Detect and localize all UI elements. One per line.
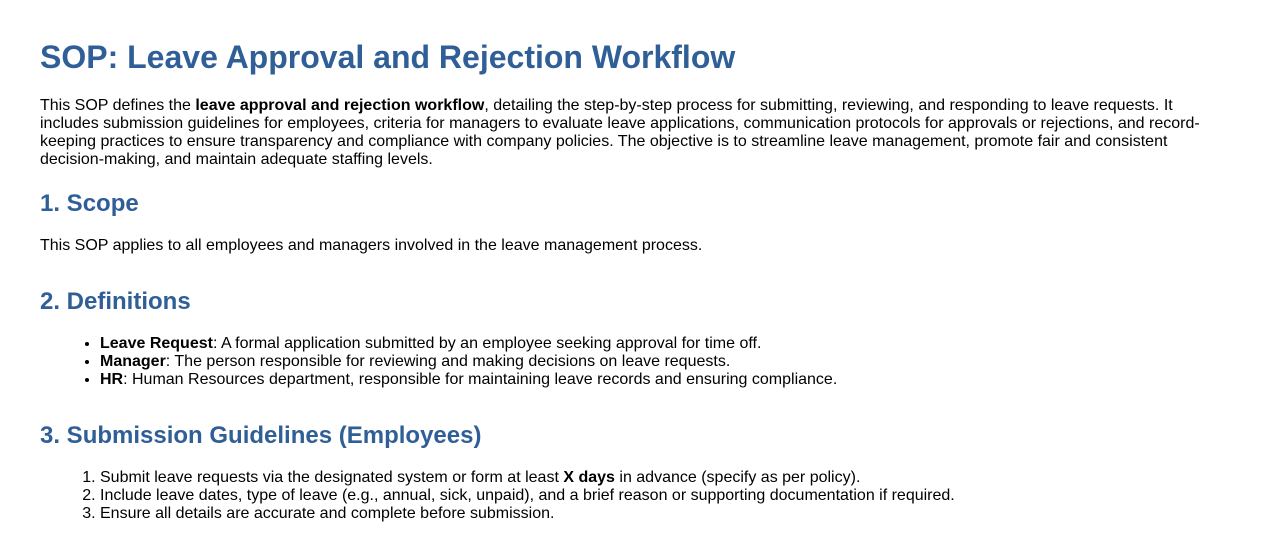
step-text-start: Submit leave requests via the designated system or form at least [100,469,564,486]
definitions-list [40,335,837,389]
section-heading-definitions: 2. Definitions [40,288,191,315]
step-text-bold: X days [563,469,615,486]
section-heading-scope: 1. Scope [40,190,139,217]
scope-paragraph: This SOP applies to all employees and managers involved in the leave management process. [40,237,703,254]
definition-text: : Human Resources department, responsible for maintaining leave records and ensuring compliance. [123,371,838,388]
submission-step [100,505,955,523]
step-text: Include leave dates, type of leave (e.g., annual, sick, unpaid), and a brief reason or supporting documentation if required. [100,487,955,504]
submission-step [100,469,955,487]
definition-term: Manager [100,353,166,370]
definition-term: HR [100,371,124,388]
submission-steps-list [40,469,955,523]
step-text: Ensure all details are accurate and complete before submission. [100,505,555,522]
step-text-end: in advance (specify as per policy). [614,469,861,486]
definition-text: : A formal application submitted by an employee seeking approval for time off. [212,335,762,352]
submission-step [100,487,955,505]
definition-item [100,353,837,371]
intro-text-end: , detailing the step-by-step process for submitting, reviewing, and responding to leave requests. It includes submission guidelines for employees, criteria for managers to evaluate leave applications, communication protocols for approvals or rejections, and record-keeping practices to ensure transparency and compliance with company policies. The objective is to streamline leave management, promote fair and consistent decision-making, and maintain adequate staffing levels. [40,97,1200,168]
intro-text-bold: leave approval and rejection workflow [195,97,485,114]
definition-term: Leave Request [100,335,213,352]
definition-item [100,335,837,353]
definition-item [100,371,837,389]
intro-paragraph [40,97,1212,169]
page-title: SOP: Leave Approval and Rejection Workflow [40,39,736,75]
definition-text: : The person responsible for reviewing and making decisions on leave requests. [165,353,731,370]
intro-text-start: This SOP defines the [40,97,196,114]
section-heading-submission: 3. Submission Guidelines (Employees) [40,422,482,449]
